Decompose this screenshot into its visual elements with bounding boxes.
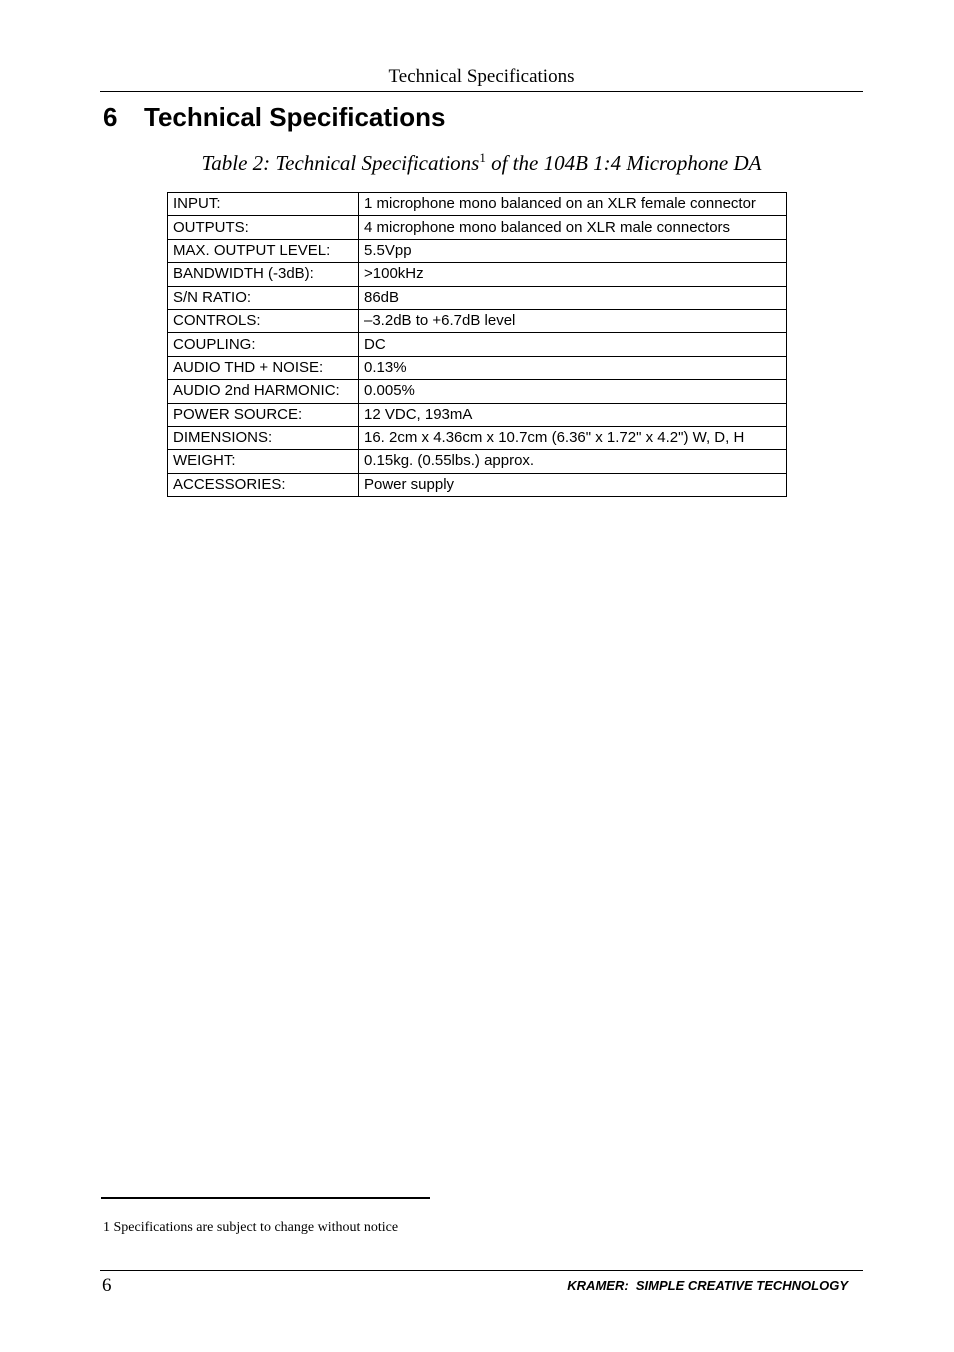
table-row	[168, 403, 787, 426]
section-title	[103, 100, 446, 134]
spec-value: 5.5Vpp	[359, 239, 787, 262]
spec-label: DIMENSIONS:	[168, 426, 359, 449]
spec-value: 0.15kg. (0.55lbs.) approx.	[359, 450, 787, 473]
footnote-reference[interactable]: 1	[479, 150, 486, 165]
spec-value: Power supply	[359, 473, 787, 496]
spec-label: CONTROLS:	[168, 309, 359, 332]
footnote: 1 Specifications are subject to change without notice	[103, 1220, 399, 1235]
spec-label: COUPLING:	[168, 333, 359, 356]
spec-value: 4 microphone mono balanced on XLR male connectors	[359, 216, 787, 239]
footnote-rule	[101, 1197, 430, 1199]
spec-value: DC	[359, 333, 787, 356]
table-row	[168, 426, 787, 449]
spec-label: WEIGHT:	[168, 450, 359, 473]
spec-value: >100kHz	[359, 263, 787, 286]
specifications-table	[167, 192, 787, 497]
table-row	[168, 380, 787, 403]
spec-value: –3.2dB to +6.7dB level	[359, 309, 787, 332]
spec-label: BANDWIDTH (-3dB):	[168, 263, 359, 286]
spec-value: 1 microphone mono balanced on an XLR female connector	[359, 193, 787, 216]
spec-value: 12 VDC, 193mA	[359, 403, 787, 426]
table-row	[168, 263, 787, 286]
table-row	[168, 216, 787, 239]
spec-label: MAX. OUTPUT LEVEL:	[168, 239, 359, 262]
running-header: Technical Specifications	[388, 66, 575, 87]
spec-label: S/N RATIO:	[168, 286, 359, 309]
spec-label: ACCESSORIES:	[168, 473, 359, 496]
spec-value: 0.005%	[359, 380, 787, 403]
spec-value: 0.13%	[359, 356, 787, 379]
spec-label: INPUT:	[168, 193, 359, 216]
header-rule	[100, 91, 863, 92]
table-row	[168, 309, 787, 332]
spec-label: POWER SOURCE:	[168, 403, 359, 426]
section-title-text: Technical Specifications	[144, 102, 446, 132]
table-caption	[100, 148, 863, 178]
spec-label: AUDIO 2nd HARMONIC:	[168, 380, 359, 403]
table-row	[168, 473, 787, 496]
table-row	[168, 450, 787, 473]
page-number: 6	[102, 1275, 112, 1296]
table-row	[168, 333, 787, 356]
table-row	[168, 356, 787, 379]
caption-text: Table 2: Technical Specifications	[201, 151, 480, 175]
footer-brand: KRAMER: SIMPLE CREATIVE TECHNOLOGY	[567, 1278, 848, 1293]
spec-label: OUTPUTS:	[168, 216, 359, 239]
table-row	[168, 286, 787, 309]
table-row	[168, 193, 787, 216]
section-number: 6	[103, 102, 118, 132]
table-row	[168, 239, 787, 262]
spec-label: AUDIO THD + NOISE:	[168, 356, 359, 379]
specifications-table-body	[168, 193, 787, 497]
footer-rule	[100, 1270, 863, 1271]
spec-value: 86dB	[359, 286, 787, 309]
caption-text-rest: of the 104B 1:4 Microphone DA	[485, 151, 762, 175]
spec-value: 16. 2cm x 4.36cm x 10.7cm (6.36" x 1.72" x 4.2") W, D, H	[359, 426, 787, 449]
